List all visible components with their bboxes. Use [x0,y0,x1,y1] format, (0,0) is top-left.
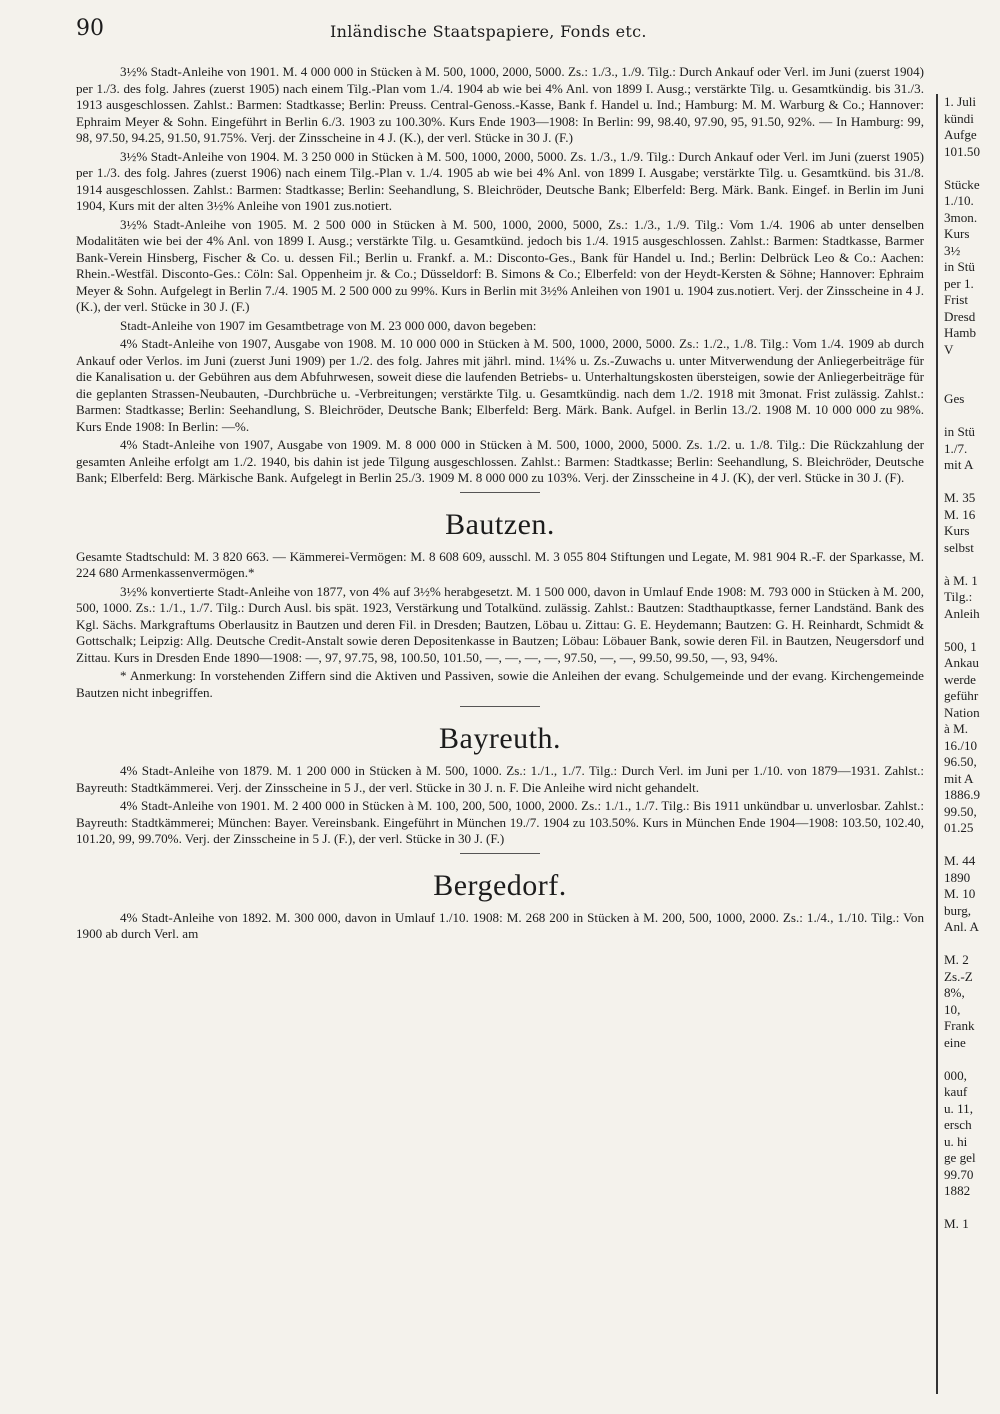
side-column-line: M. 2 [944,952,969,967]
paragraph-bayreuth-anleihe-1901: 4% Stadt-Anleihe von 1901. M. 2 400 000 in Stücken à M. 100, 200, 500, 1000, 2000. Zs.: 1./1., 1./7. Tilg.: Bis 1911 unkündbar u. unverlosbar. Zahlst.: Bayreuth: Stadtkämmerei; München: Bayer. Vereinsbank. Eingeführt in München 19./7. 1904 zu 103.50%. Kurs in München Ende 1904—1908: 103.50, 102.40, 101.20, 99, 99.70%. Verj. der Zinsscheine in 5 J. (F.), der verl. Stücke in 30 J. (F.) [76,798,924,846]
column-rule [936,94,938,1394]
side-column-line: M. 1 [944,1216,969,1231]
side-column-line: burg, [944,902,972,918]
side-column-line: à M. [944,721,969,736]
side-column-line: 01.25 [944,820,974,835]
side-column-line [944,160,1000,177]
paragraph-stadt-anleihe-1907-ausgabe-1909: 4% Stadt-Anleihe von 1907, Ausgabe von 1909. M. 8 000 000 in Stücken à M. 500, 1000, 2000, 5000. Zs. 1./2. u. 1./8. Tilg.: Die Rückzahlung der gesamten Anleihe erfolgt am 1./2. 1940, bis dahin ist jede Tilgung ausgeschlossen. Zahlst.: Barmen: Stadtkasse; Berlin: Seehandlung, S. Bleichröder, Deutsche Bank; Elberfeld: Berg. Märkische Bank. Aufgelegt in Berlin 25./3. 1909 M. 8 000 000 zu 103%. Verj. der Zinsscheine in 4 J. (K), der verl. Stücke in 30 J. (F). [76,437,924,485]
side-column-line: 8%, [944,985,965,1000]
side-column-line: Ges [944,391,965,406]
side-column-line: 1. Juli [944,94,977,109]
side-column-line: 16./10 [944,737,978,753]
side-column-line: 3½ [944,242,961,258]
side-column-line [944,1200,1000,1217]
paragraph-stadt-anleihe-1905: 3½% Stadt-Anleihe von 1905. M. 2 500 000 in Stücken à M. 500, 1000, 2000, 5000, Zs.: 1./3., 1./9. Tilg.: Vom 1./4. 1906 ab unter denselben Modalitäten wie bei der 4% Anl. von 1899 I. Ausg.; verstärkte Tilg. u. Gesamtkünd. jedoch bis 1./4. 1915 ausgeschlossen. Zahlst.: Barmen: Stadtkasse, Barmer Bank-Verein Hinsberg, Fischer & Co. u. dessen Fil.; Berlin u. Frankf. a. M.: Disconto-Ges., Bank für Handel u. Ind.; Berlin: Delbrück Leo & Co.: Aachen: Rhein.-Westfäl. Disconto-Ges.: Cöln: Sal. Oppenheim jr. & Co.; Düsseldorf: B. Simons & Co.; Elberfeld: von der Heydt-Kersten & Söhne; Hannover: Ephraim Meyer & Sohn. Aufgelegt in Berlin 7./4. 1905 M. 2 500 000 zu 99%. Kurs in Berlin mit 3½% Anleihen von 1901 u. 1904 zus.notiert. Verj. der Zinsscheine in 4 J. (K.), der verl. Stücke in 30 J. (F.) [76,216,924,314]
side-column-line: kündi [944,110,974,126]
side-column-line: Kurs [944,226,970,241]
paragraph-stadt-anleihe-1907-intro: Stadt-Anleihe von 1907 im Gesamtbetrage von M. 23 000 000, davon begeben: [120,317,537,333]
section-heading-bayreuth: Bayreuth. [439,722,561,755]
side-column-line: 99.50, [944,803,977,819]
side-column-line: M. 16 [944,506,976,522]
side-column-line: per 1. [944,275,974,291]
paragraph-stadt-anleihe-1904: 3½% Stadt-Anleihe von 1904. M. 3 250 000 in Stücken à M. 500, 1000, 2000, 5000. Zs. 1./3., 1./9. Tilg.: Durch Ankauf oder Verl. im Juni (zuerst 1905) per 1./3. des folg. Jahres (zuerst 1906) nach einem Tilg.-Plan v. 1./4. 1905 ab wie bei 4% Anl. von 1899 I. Ausgabe; verstärkte Tilg. u. Gesamtkünd. bis 31./8. 1914 ausgeschlossen. Zahlst.: Barmen: Stadtkasse; Berlin: Seehandlung, S. Bleichröder, Deutsche Bank; Elberfeld: Berg. Märk. Bank. Eingef. in Berlin im Juni 1904, Kurs mit der alten 3½% Anleihe von 1901 zus.notiert. [76,148,924,213]
side-column-line: 10, [944,1001,961,1017]
side-column-line: werde [944,671,976,687]
side-column-line [944,474,1000,491]
side-column-line [944,408,1000,425]
side-column-line: M. 10 [944,886,976,901]
side-column-line: Anleih [944,605,980,621]
side-column-line: Frist [944,292,969,307]
side-column-line: Nation [944,704,980,720]
section-divider [460,706,540,707]
paragraph-bautzen-stadtschuld: Gesamte Stadtschuld: M. 3 820 663. — Kämmerei-Vermögen: M. 8 608 609, ausschl. M. 3 055 804 Stiftungen und Legate, M. 981 904 R.-F. der Sparkasse, M. 224 680 Armenkassenvermögen.* [76,548,924,580]
side-column-line [944,358,1000,375]
side-column-line [944,936,1000,953]
side-column-line: ge gel [944,1150,976,1165]
side-column-line: ersch [944,1117,972,1132]
section-divider [460,492,540,493]
side-column-line: Hamb [944,325,976,340]
side-column-line: 1./10. [944,193,974,208]
side-column-line: Aufge [944,127,977,142]
side-column-line: 500, 1 [944,638,977,654]
side-column-fragments [944,94,1000,1233]
side-column-line: u. 11, [944,1100,973,1116]
paragraph-stadt-anleihe-1901: 3½% Stadt-Anleihe von 1901. M. 4 000 000 in Stücken à M. 500, 1000, 2000, 5000. Zs.: 1./3., 1./9. Tilg.: Durch Ankauf oder Verl. im Juni (zuerst 1904) per 1./3. des folg. Jahres (zuerst 1905) nach einem Tilg.-Plan vom 1./4. 1904 ab wie bei 4% Anl. von 1899 I. Ausg.; verstärkte Tilg. u. Gesamtkündig. bis 31./3. 1913 ausgeschlossen. Zahlst.: Barmen: Stadtkasse; Berlin: Preuss. Central-Genoss.-Kasse, Bank f. Handel u. Ind.; Hamburg: M. M. Warburg & Co.; Hannover: Ephraim Meyer & Sohn. Eingeführt in Berlin 6./3. 1903 zu 100.30%. Kurs Ende 1903—1908: In Berlin: 99, 98.40, 97.90, 95, 91.50, 92%. — In Hamburg: 99, 98, 97.50, 94.25, 91.50, 91.75%. Verj. der Zinsscheine in 4 J. (K.), der verl. Stücke in 30 J. (F.) [76,64,924,145]
side-column-line [944,1051,1000,1068]
side-column-line: M. 35 [944,490,976,505]
side-column-line: Anl. A [944,919,979,934]
running-head: Inländische Staatspapiere, Fonds etc. [330,22,647,41]
side-column-line: eine [944,1034,966,1050]
side-column-line: Zs.-Z [944,968,973,984]
side-column-line: 1./7. [944,440,968,456]
side-column-line: u. hi [944,1133,968,1149]
side-column-line: Ankau [944,655,979,670]
side-column-line: 3mon. [944,209,978,225]
side-column-line: Frank [944,1018,975,1033]
side-column-line [944,556,1000,573]
side-column-line: 101.50 [944,143,981,159]
side-column-line: 96.50, [944,754,977,769]
side-column-line: Tilg.: [944,589,973,604]
side-column-line: M. 44 [944,853,976,868]
side-column-line: 1886.9 [944,787,981,802]
side-column-line: mit A [944,770,974,786]
side-column-line: Stücke [944,176,980,192]
paragraph-stadt-anleihe-1907-ausgabe-1908: 4% Stadt-Anleihe von 1907, Ausgabe von 1908. M. 10 000 000 in Stücken à M. 500, 1000, 2000, 5000. Zs.: 1./2., 1./8. Tilg.: Vom 1./4. 1909 ab durch Ankauf oder Verlos. im Juni (zuerst Juni 1909) per 1./2. des folg. Jahres mit jährl. mind. 1¼% u. Zs.-Zuwachs u. unter Mitverwendung der Anliegerbeiträge für die Kanalisation u. der Gebühren aus dem Abfuhrwesen, soweit diese die laufenden Betriebs- u. Unterhaltungskosten übersteigen, sowie der Anliegerbeiträge für die geplanten Strassen-Neubauten, -Durchbrüche u. -Verbreitungen; verstärkte Tilg. u. Gesamtkündig. nach dem 1./2. 1918 mit 3monat. Frist zulässig. Zahlst.: Barmen: Stadtkasse; Berlin: Seehandlung, S. Bleichröder, Deutsche Bank; Elberfeld: Berg. Märk. Bank. Aufgel. in Berlin 13./2. 1908 M. 10 000 000 zu 98%. Kurs Ende 1908: In Berlin: —%. [76,336,924,434]
side-column-line: selbst [944,539,974,555]
side-column-line: kauf [944,1084,968,1099]
side-column-line: 1882 [944,1183,971,1198]
main-column [76,64,924,945]
side-column-line: mit A [944,457,974,472]
side-column-line: in Stü [944,424,975,439]
side-column-line: 1890 [944,869,971,885]
side-column-line [944,375,1000,392]
paragraph-bayreuth-anleihe-1879: 4% Stadt-Anleihe von 1879. M. 1 200 000 in Stücken à M. 500, 1000. Zs.: 1./1., 1./7. Tilg.: Durch Verl. im Juni per 1./10. von 1879—1931. Zahlst.: Bayreuth: Stadtkämmerei. Verj. der Zinsscheine in 5 J., der verl. Stücke in 30 J. n. F. Die Anleihe wird nicht gehandelt. [76,763,924,795]
page-number: 90 [76,16,104,41]
side-column-line: V [944,341,954,357]
side-column-line: Dresd [944,308,976,324]
side-column-line [944,622,1000,639]
paragraph-bautzen-anleihe-1877: 3½% konvertierte Stadt-Anleihe von 1877, von 4% auf 3½% herabgesetzt. M. 1 500 000, davon in Umlauf Ende 1908: M. 793 000 in Stücken à M. 200, 500, 1000. Zs.: 1./1., 1./7. Tilg.: Durch Ausl. bis spät. 1923, Verstärkung und Totalkünd. zulässig. Zahlst.: Bautzen: Stadthauptkasse, ferner Landständ. Bank des Kgl. Sächs. Markgraftums Oberlausitz in Bautzen und deren Fil. in Dresden; Bautzen, Löbau u. Zittau: G. E. Heydemann; Bautzen: G. H. Reinhardt, Schmidt & Gottschalk; Leipzig: Allg. Deutsche Credit-Anstalt sowie deren Depositenkasse in Bautzen; Löbau: Löbauer Bank, sowie deren Fil. in Bautzen, Neugersdorf und Zittau. Kurs in Dresden Ende 1890—1908: —, 97, 97.75, 98, 100.50, 101.50, —, —, —, —, 97.50, —, —, 99.50, 99.50, —, 93, 94%. [76,583,924,665]
side-column-line: Kurs [944,523,970,538]
side-column-line: 000, [944,1067,967,1083]
section-heading-bergedorf: Bergedorf. [433,868,567,902]
section-divider [460,853,540,854]
section-heading-bautzen: Bautzen. [445,507,555,541]
side-column-line: à M. 1 [944,572,978,588]
paragraph-bergedorf-anleihe-1892: 4% Stadt-Anleihe von 1892. M. 300 000, davon in Umlauf 1./10. 1908: M. 268 200 in Stücken à M. 200, 500, 1000, 2000. Zs.: 1./4., 1./10. Tilg.: Von 1900 ab durch Verl. am [76,909,924,941]
side-column-line [944,837,1000,854]
side-column-line: in Stü [944,259,975,274]
side-column-line: geführ [944,688,979,703]
side-column-line: 99.70 [944,1166,974,1182]
paragraph-bautzen-anmerkung: * Anmerkung: In vorstehenden Ziffern sind die Aktiven und Passiven, sowie die Anleihen der evang. Schulgemeinde und der evang. Kirchengemeinde Bautzen nicht inbegriffen. [76,668,924,700]
